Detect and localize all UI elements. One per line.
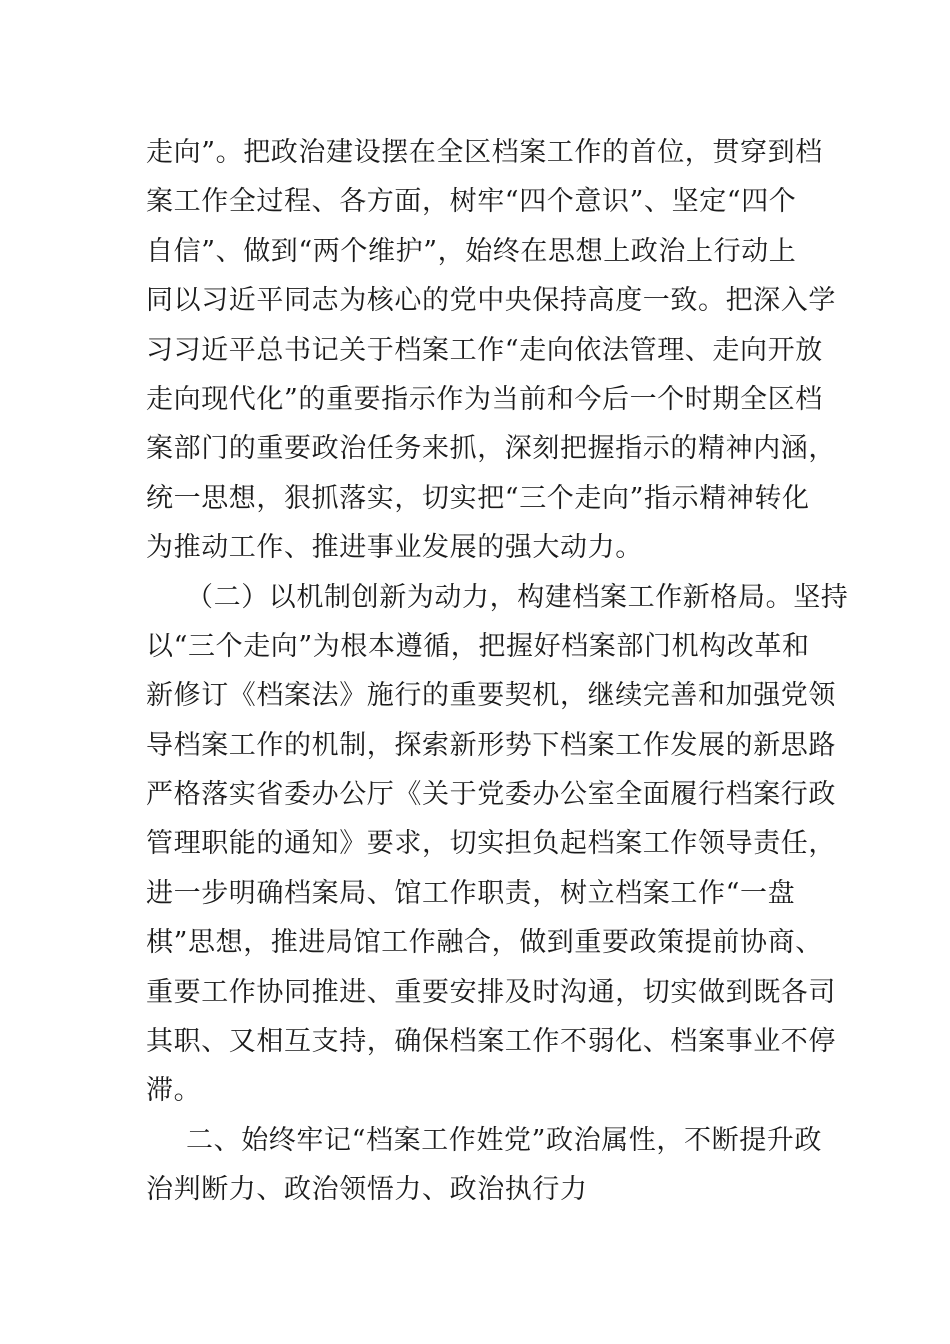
text-line: 统一思想，狠抓落实，切实把“三个走向”指示精神转化 <box>146 482 810 514</box>
text-line: 习习近平总书记关于档案工作“走向依法管理、走向开放 <box>146 334 823 366</box>
text-line: 其职、又相互支持，确保档案工作不弱化、档案事业不停 <box>146 1026 836 1058</box>
paragraph-1 <box>146 128 836 573</box>
text-line: 管理职能的通知》要求，切实担负起档案工作领导责任， <box>146 828 836 860</box>
text-line: 案工作全过程、各方面，树牢“四个意识”、坚定“四个 <box>146 186 797 218</box>
heading-line-indented: 二、始终牢记“档案工作姓党”政治属性，不断提升政 <box>186 1124 823 1156</box>
document-page <box>146 128 849 1215</box>
text-line: 进一步明确档案局、馆工作职责，树立档案工作“一盘 <box>146 877 796 909</box>
text-line: 为推动工作、推进事业发展的强大动力。 <box>146 532 643 564</box>
paragraph-2 <box>146 573 849 1116</box>
text-line: 走向现代化”的重要指示作为当前和今后一个时期全区档 <box>146 383 823 415</box>
text-line: 同以习近平同志为核心的党中央保持高度一致。把深入学 <box>146 285 836 317</box>
text-line: 棋”思想，推进局馆工作融合，做到重要政策提前协商、 <box>146 927 823 959</box>
text-line-indented: （二）以机制创新为动力，构建档案工作新格局。坚持 <box>186 581 849 613</box>
text-line: 重要工作协同推进、重要安排及时沟通，切实做到既各司 <box>146 976 836 1008</box>
heading-line: 治判断力、政治领悟力、政治执行力 <box>146 1174 588 1206</box>
text-line: 走向”。把政治建设摆在全区档案工作的首位，贯穿到档 <box>146 137 823 168</box>
text-line: 导档案工作的机制，探索新形势下档案工作发展的新思路 <box>146 729 836 761</box>
text-line: 以“三个走向”为根本遵循，把握好档案部门机构改革和 <box>146 630 810 662</box>
section-heading <box>146 1116 823 1215</box>
text-line: 滞。 <box>146 1075 202 1107</box>
text-line: 严格落实省委办公厅《关于党委办公室全面履行档案行政 <box>146 779 836 811</box>
text-line: 案部门的重要政治任务来抓，深刻把握指示的精神内涵， <box>146 433 836 465</box>
text-line: 自信”、做到“两个维护”，始终在思想上政治上行动上 <box>146 235 797 267</box>
text-line: 新修订《档案法》施行的重要契机，继续完善和加强党领 <box>146 680 836 712</box>
